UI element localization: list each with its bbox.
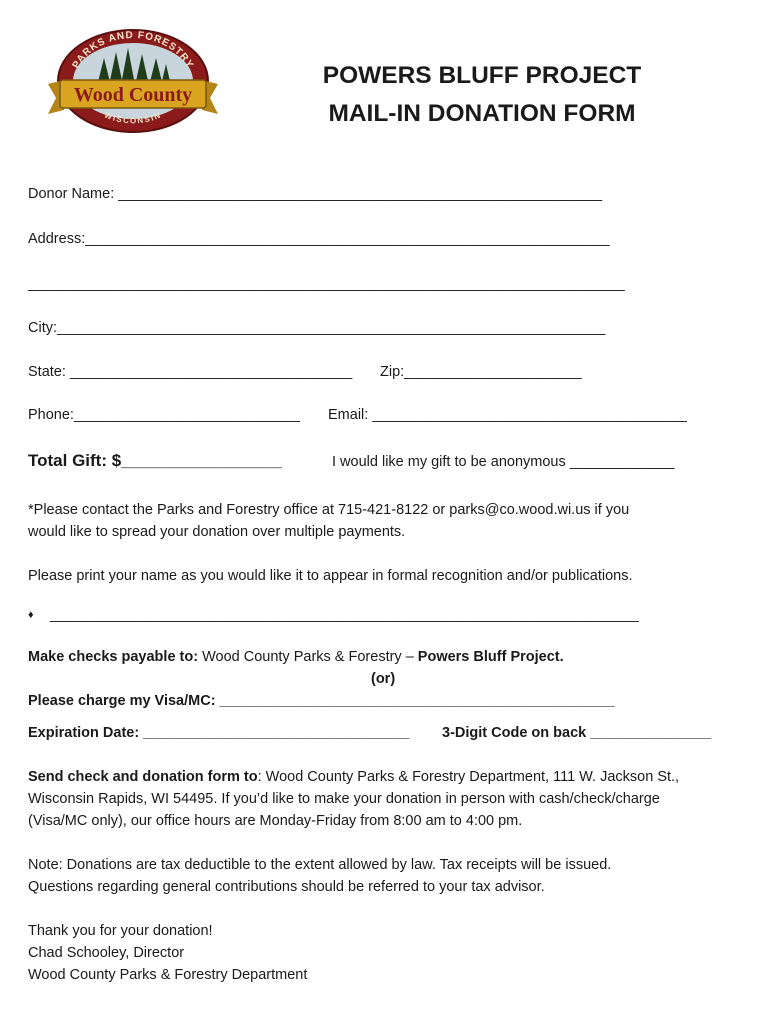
recognition-instruction: Please print your name as you would like it to appear in formal recognition and/or publications.: [28, 568, 633, 584]
send-to-line-2: Wisconsin Rapids, WI 54495. If you’d like to make your donation in person with cash/check/charge: [28, 791, 660, 807]
form-title-line-2: MAIL-IN DONATION FORM: [328, 100, 636, 127]
zip-field: Zip:______________________: [380, 364, 582, 380]
checks-payee: Wood County Parks & Forestry –: [198, 649, 418, 665]
checks-payable-label: Make checks payable to:: [28, 649, 199, 665]
tax-note-line-1: Note: Donations are tax deductible to the extent allowed by law. Tax receipts will be issued.: [28, 857, 612, 873]
checks-project: Powers Bluff Project.: [417, 649, 564, 665]
address-line-2-field: __________________________________________________________________________: [28, 276, 625, 292]
city-field: City:____________________________________________________________________: [28, 320, 606, 336]
state-field: State: ___________________________________: [28, 364, 353, 380]
visa-charge-field: Please charge my Visa/MC: _________________________________________________: [28, 693, 615, 709]
send-to-label: Send check and donation form to: [28, 769, 258, 785]
or-separator: (or): [371, 671, 396, 687]
director-name: Chad Schooley, Director: [28, 945, 185, 961]
donor-name-field: Donor Name: ____________________________________________________________: [28, 186, 603, 202]
contact-note-line-2: would like to spread your donation over multiple payments.: [28, 524, 406, 540]
logo-bottom-text: WISCONSIN: [103, 110, 163, 126]
anonymous-option: I would like my gift to be anonymous _____________: [332, 454, 675, 470]
logo-top-text: PARKS AND FORESTRY: [70, 29, 196, 71]
form-title-line-1: POWERS BLUFF PROJECT: [322, 62, 642, 89]
department-name: Wood County Parks & Forestry Department: [28, 967, 308, 983]
phone-field: Phone:____________________________: [28, 407, 300, 423]
wood-county-parks-logo: [44, 28, 222, 134]
email-field: Email: _______________________________________: [328, 407, 687, 423]
office-hours: (Visa/MC only), our office hours are Monday-Friday from 8:00 am to 4:00 pm.: [28, 813, 523, 829]
total-gift-field: Total Gift: $_________________: [28, 451, 282, 470]
address-field: Address:_________________________________________________________________: [28, 231, 610, 247]
send-to-line-1: [28, 768, 679, 786]
bullet-icon: ♦: [28, 609, 34, 621]
send-to-address: : Wood County Parks & Forestry Department, 111 W. Jackson St.,: [257, 769, 680, 785]
checks-payable-line: [28, 648, 564, 666]
thank-you-text: Thank you for your donation!: [28, 923, 213, 939]
expiration-date-field: Expiration Date: _________________________________: [28, 725, 410, 741]
security-code-field: 3-Digit Code on back _______________: [442, 725, 712, 741]
tax-note-line-2: Questions regarding general contributions should be referred to your tax advisor.: [28, 879, 545, 895]
logo-main-text: Wood County: [73, 84, 193, 106]
recognition-name-line: _________________________________________________________________________: [50, 607, 639, 623]
contact-note-line-1: *Please contact the Parks and Forestry office at 715-421-8122 or parks@co.wood.wi.us if you: [28, 502, 630, 518]
